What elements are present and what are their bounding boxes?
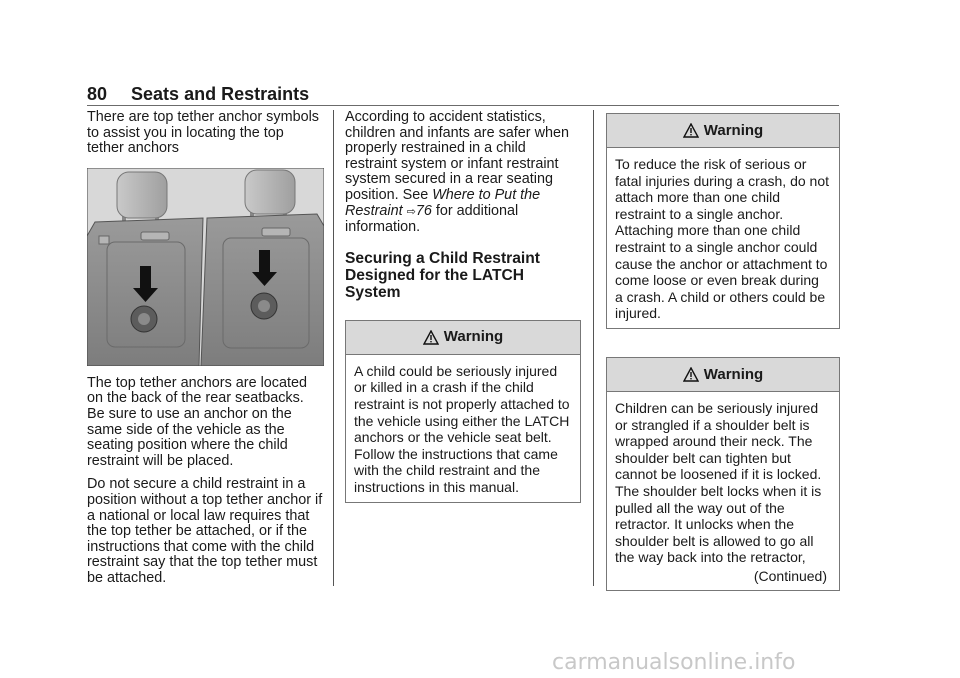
warning-header: Warning — [346, 321, 580, 355]
cross-reference-page[interactable]: 76 — [415, 202, 432, 219]
column-divider — [593, 110, 594, 586]
column-1 — [87, 110, 323, 595]
warning-box-single-anchor — [606, 113, 840, 329]
column-2 — [345, 110, 581, 503]
page-number: 80 — [87, 84, 108, 104]
section-title: Seats and Restraints — [131, 84, 310, 104]
warning-body: To reduce the risk of serious or fatal injuries during a crash, do not attach more than one child restraint to a single anchor. Attaching more than one child restraint to a single anchor could cause the anchor or attachment to come loose or even break during a crash. A child or others could be injured. — [615, 156, 830, 322]
intro-paragraph: There are top tether anchor symbols to assist you in locating the top tether anchors — [87, 109, 319, 157]
rear-seat-tether-anchor-figure — [87, 168, 324, 366]
tether-anchor-left-icon — [131, 306, 157, 332]
warning-body: A child could be seriously injured or killed in a crash if the child restraint is not properly attached to the vehicle using either the LATCH anchors or the vehicle seat belt. Follow the instructions that came with the child restraint and the instructions in this manual. — [354, 362, 570, 495]
warning-triangle-icon — [423, 330, 439, 345]
page-header — [87, 84, 839, 106]
warning-header: Warning — [607, 114, 839, 148]
warning-box-latch — [345, 320, 581, 503]
warning-box-shoulder-belt — [606, 357, 840, 592]
column-3 — [606, 110, 840, 591]
paragraph-accident-statistics: According to accident statistics, children and infants are safer when properly restrained in a child restraint system or infant restraint system secured in a rear seating position. See Where to Put the Restraint ⇨76 for additional information. — [345, 109, 569, 236]
warning-body: Children can be seriously injured or strangled if a shoulder belt is wrapped around their neck. The shoulder belt can tighten but cannot be loosened if it is locked. The shoulder belt locks when it is pulled all the way out of the retractor. It unlocks when the shoulder belt is allowed to go all the way back into the retractor, (Continued) — [615, 399, 827, 584]
section-subheading: Securing a Child Restraint Designed for the LATCH System — [345, 249, 540, 301]
warning-header: Warning — [607, 358, 839, 392]
cross-reference-arrow-icon: ⇨ — [406, 205, 416, 218]
warning-triangle-icon — [683, 123, 699, 138]
warning-triangle-icon — [683, 367, 699, 382]
watermark: carmanualsonline.info — [552, 650, 796, 675]
cross-reference-link[interactable]: Where to Put the Restraint — [345, 186, 541, 219]
paragraph-law-requirement: Do not secure a child restraint in a position without a top tether anchor if a national or local law requires that the top tether be attached, or if the instructions that come with the child restraint say that the top tether must be attached. — [87, 476, 323, 586]
tether-anchor-right-icon — [251, 293, 277, 319]
column-divider — [333, 110, 334, 586]
continued-label: (Continued) — [753, 567, 827, 584]
paragraph-anchor-location: The top tether anchors are located on the back of the rear seatbacks. Be sure to use an anchor on the same side of the vehicle as the seating position where the child restraint will be placed. — [87, 374, 307, 469]
headrest-left — [117, 172, 167, 225]
